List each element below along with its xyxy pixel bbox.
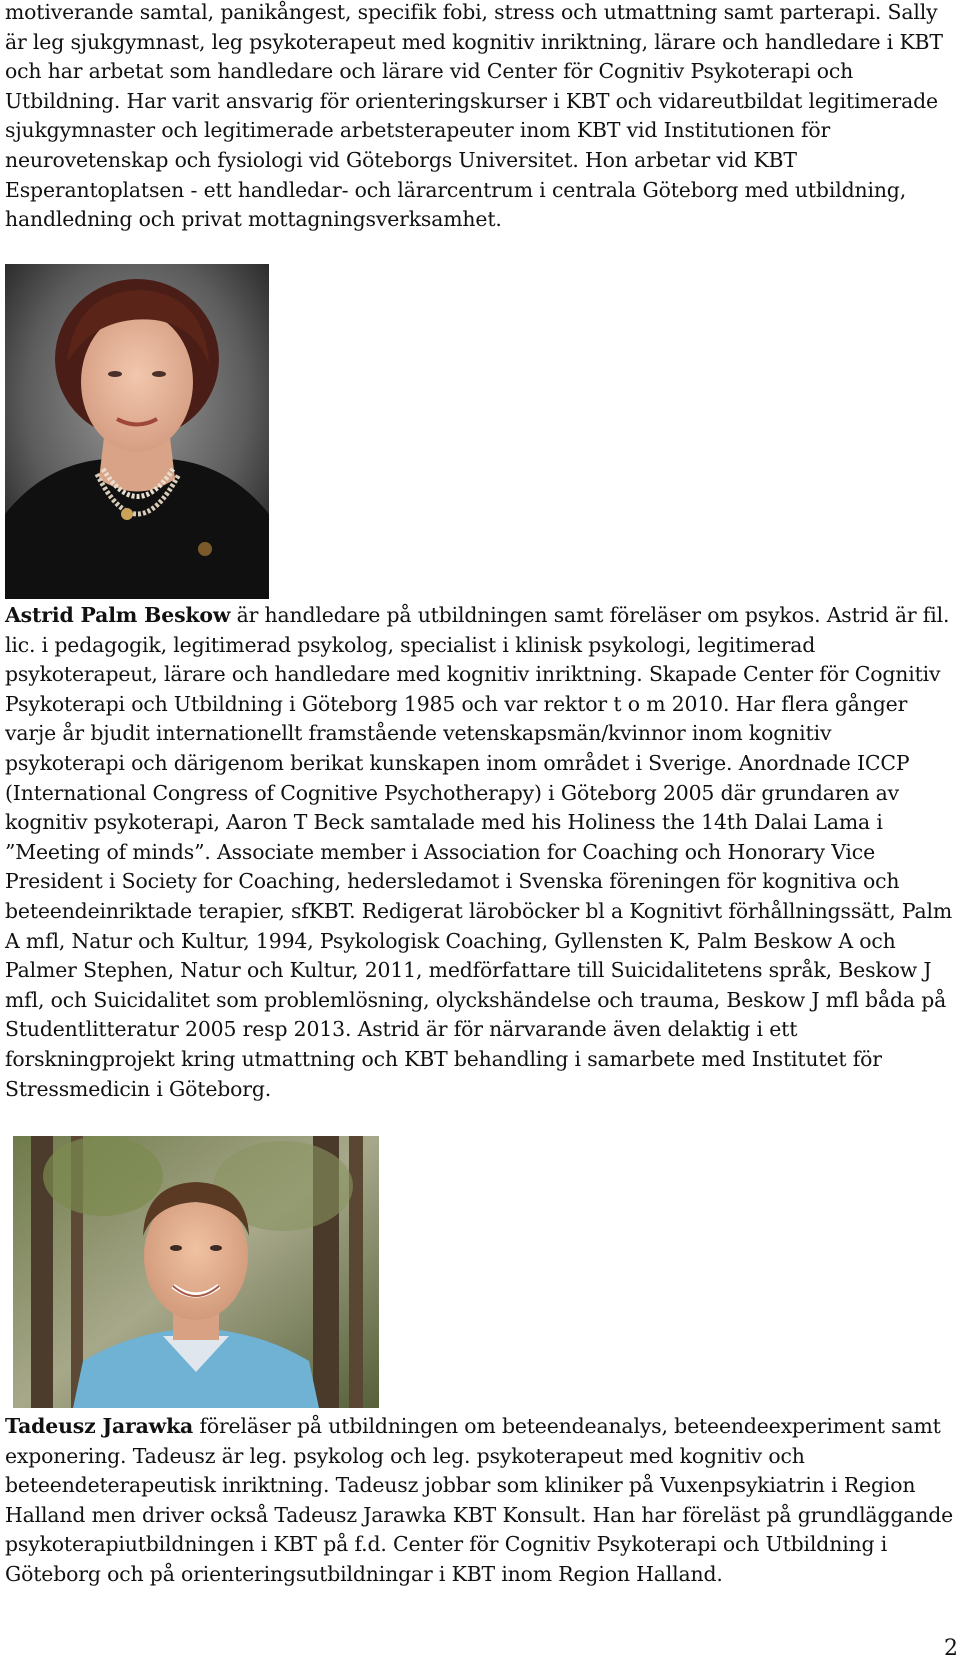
intro-paragraph: motiverande samtal, panikångest, specifik fobi, stress och utmattning samt parterapi. Sally är leg sjukgymnast, leg psykoterapeut med kognitiv inriktning, lärare och handledare i KBT och har arbetat som handledare och lärare vid Center för Cognitiv Psykoterapi och Utbildning. Har varit ansvarig för orienteringskurser i KBT och vidareutbildat legitimerade sjukgymnaster och legitimerade arbetsterapeuter inom KBT vid Institutionen för neurovetenskap och fysiologi vid Göteborgs Universitet. Hon arbetar vid KBT Esperantoplatsen - ett handledar- och lärarcentrum i centrala Göteborg med utbildning, handledning och privat mottagningsverksamhet. bbox=[5, 0, 943, 232]
astrid-bio-text: är handledare på utbildningen samt föreläser om psykos. Astrid är fil. lic. i pedagogik, legitimerad psykolog, specialist i klinisk psykologi, legitimerad psykoterapeut, lärare och handledare med kognitiv inriktning. Skapade Center för Cognitiv Psykoterapi och Utbildning i Göteborg 1985 och var rektor t o m 2010. Har flera gånger varje år bjudit internationellt framstående vetenskapsmän/kvinnor inom kognitiv psykoterapi och därigenom berikat kunskapen inom området i Sverige. Anordnade ICCP (International Congress of Cognitive Psychotherapy) i Göteborg 2005 där grundaren av kognitiv psykoterapi, Aaron T Beck samtalade med his Holiness the 14th Dalai Lama i ”Meeting of minds”. Associate member i Association for Coaching och Honorary Vice President i Society for Coaching, hedersledamot i Svenska föreningen för kognitiva och beteendeinriktade terapier, sfKBT. Redigerat läroböcker bl a Kognitivt förhållningssätt, Palm A mfl, Natur och Kultur, 1994, Psykologisk Coaching, Gyllensten K, Palm Beskow A och Palmer Stephen, Natur och Kultur, 2011, medförfattare till Suicidalitetens språk, Beskow J mfl, och Suicidalitet som problemlösning, olyckshändelse och trauma, Beskow J mfl båda på Studentlitteratur 2005 resp 2013. Astrid är för närvarande även delaktig i ett forskningprojekt kring utmattning och KBT behandling i samarbete med Institutet för Stressmedicin i Göteborg. bbox=[5, 603, 953, 1101]
tadeusz-portrait-photo bbox=[13, 1136, 379, 1408]
tadeusz-bio-text: föreläser på utbildningen om beteendeanalys, beteendeexperiment samt exponering. Tadeusz är leg. psykolog och leg. psykoterapeut med kognitiv och beteendeterapeutisk inriktning. Tadeusz jobbar som kliniker på Vuxenpsykiatrin i Region Halland men driver också Tadeusz Jarawka KBT Konsult. Han har föreläst på grundläggande psykoterapiutbildningen i KBT på f.d. Center för Cognitiv Psykoterapi och Utbildning i Göteborg och på orienteringsutbildningar i KBT inom Region Halland. bbox=[5, 1414, 954, 1586]
tadeusz-bio-paragraph bbox=[5, 1412, 955, 1590]
astrid-bio-paragraph bbox=[5, 601, 955, 1104]
page-number: 2 bbox=[944, 1636, 958, 1661]
astrid-name: Astrid Palm Beskow bbox=[5, 603, 231, 627]
astrid-portrait-photo bbox=[5, 264, 269, 599]
tadeusz-name: Tadeusz Jarawka bbox=[5, 1414, 194, 1438]
